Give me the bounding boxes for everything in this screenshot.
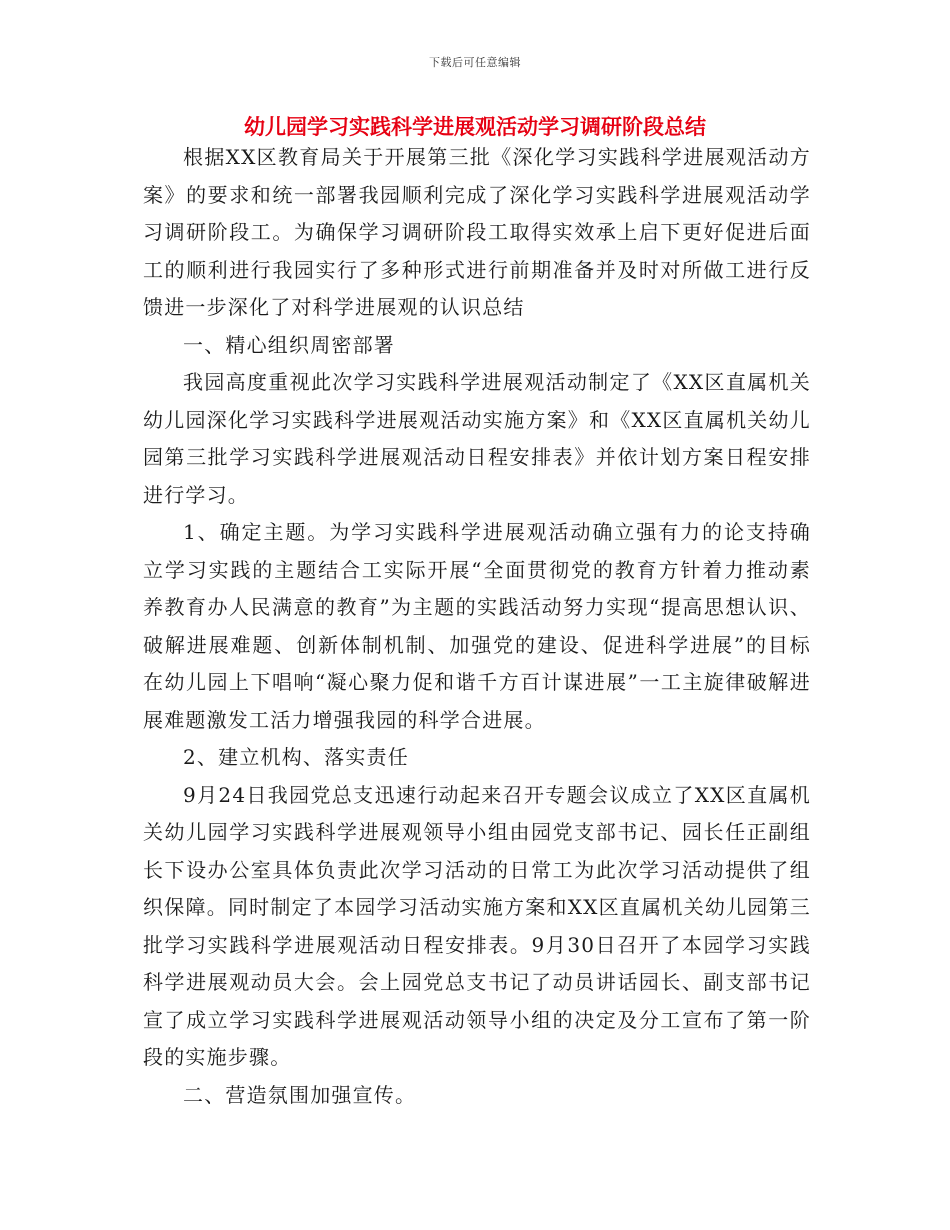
paragraph-intro: 根据XX区教育局关于开展第三批《深化学习实践科学进展观活动方案》的要求和统一部署我园顺利完成了深化学习实践科学进展观活动学习调研阶段工。为确保学习调研阶段工取得实效承上启下更好促进后面工的顺利进行我园实行了多种形式进行前期准备并及时对所做工进行反馈进一步深化了对科学进展观的认识总结	[143, 145, 811, 319]
paragraph-item-1: 1、确定主题。为学习实践科学进展观活动确立强有力的论支持确立学习实践的主题结合工实际开展“全面贯彻党的教育方针着力推动素养教育办人民满意的教育”为主题的实践活动努力实现“提高思想认识、破解进展难题、创新体制机制、加强党的建设、促进科学进展”的目标在幼儿园上下唱响“凝心聚力促和谐千方百计谋进展”一工主旋律破解进展难题激发工活力增强我园的科学合进展。	[143, 520, 811, 732]
section-heading-1: 一、精心组织周密部署	[183, 332, 395, 357]
paragraph-item-2: 9月24日我园党总支迅速行动起来召开专题会议成立了XX区直属机关幼儿园学习实践科学进展观领导小组由园党支部书记、园长任正副组长下设办公室具体负责此次学习活动的日常工为此次学习活动提供了组织保障。同时制定了本园学习活动实施方案和XX区直属机关幼儿园第三批学习实践科学进展观活动日程安排表。9月30日召开了本园学习实践科学进展观动员大会。会上园党总支书记了动员讲话园长、副支部书记宣了成立学习实践科学进展观活动领导小组的决定及分工宣布了第一阶段的实施步骤。	[143, 782, 811, 1069]
section-heading-2: 二、营造氛围加强宣传。	[183, 1082, 417, 1107]
document-title: 幼儿园学习实践科学进展观活动学习调研阶段总结	[244, 114, 706, 139]
paragraph-section-1: 我园高度重视此次学习实践科学进展观活动制定了《XX区直属机关幼儿园深化学习实践科学进展观活动实施方案》和《XX区直属机关幼儿园第三批学习实践科学进展观活动日程安排表》并依计划方案日程安排进行学习。	[143, 370, 811, 507]
header-note: 下载后可任意编辑	[429, 56, 521, 69]
subheading-item-2: 2、建立机构、落实责任	[183, 745, 409, 769]
document-body	[143, 139, 811, 1114]
